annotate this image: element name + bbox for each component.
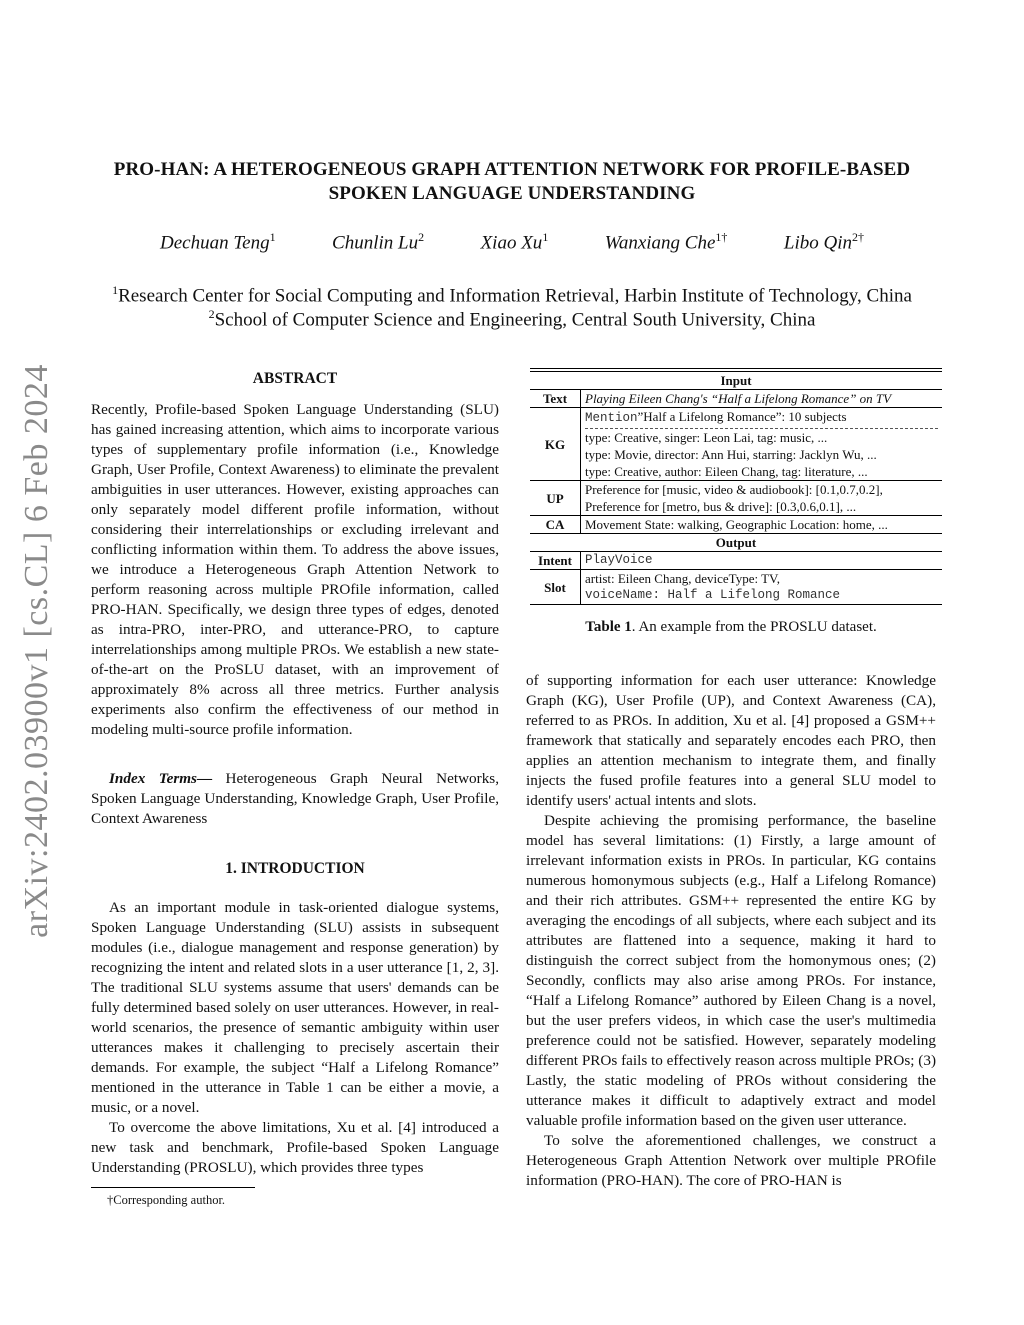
affiliation-sup: 2 — [208, 307, 215, 321]
kg-mention-row — [585, 408, 938, 429]
table-label-up: UP — [530, 481, 581, 516]
right-body — [526, 671, 936, 1191]
abstract-title: ABSTRACT — [252, 370, 338, 387]
author-name: Chunlin Lu — [332, 232, 419, 254]
abstract-heading — [91, 369, 499, 389]
author-list — [100, 230, 924, 254]
abstract-text: Recently, Profile-based Spoken Language Understanding (SLU) has gained increasing attention, which aims to incorporate various types of supplementary profile information (i.e., Knowledge Graph, User Profile, Context Awareness) to eliminate the prevalent ambiguities in user utterances. However, existing approaches can only separately model different profile information, without considering their interrelationships or excluding irrelevant and conflicting information within them. To address the above issues, we introduce a Heterogeneous Graph Attention Network to perform reasoning across multiple PROfile information, called PRO-HAN. Specifically, we design three types of edges, denoted as intra-PRO, inter-PRO, and utterance-PRO, to capture interrelationships among multiple PROs. We establish a new state-of-the-art on the ProSLU dataset, with an improvement of approximately 8% across all three metrics. Further analysis experiments also confirm the effectiveness of our method in modeling multi-source profile information. — [91, 401, 499, 738]
intro-body — [91, 898, 499, 1178]
title-line-1: PRO-HAN: A HETEROGENEOUS GRAPH ATTENTION NETWORK FOR PROFILE-BASED — [113, 159, 911, 180]
table-label-ca: CA — [530, 516, 581, 534]
affiliation-2 — [60, 302, 964, 332]
author-sup: 1† — [715, 230, 728, 244]
intro-paragraph-1: As an important module in task-oriented dialogue systems, Spoken Language Understanding (SLU) assists in subsequent modules (i.e., dialogue management and response generation) by recognizing the intent and related slots in a user utterance [1, 2, 3]. The traditional SLU systems assume that users' demands can be fully determined based solely on user utterances. However, in real-world scenarios, the presence of semantic ambiguity within user utterances makes it challenging to precisely ascertain their demands. For example, the subject “Half a Lifelong Romance” mentioned in the utterance in Table 1 can be either a movie, a music, or a novel. — [91, 899, 499, 1116]
kg-mention: Mention — [585, 411, 638, 425]
affiliation-text: School of Computer Science and Engineering, Central South University, China — [214, 309, 816, 331]
right-paragraph-2: Despite achieving the promising performance, the baseline model has several limitations: (1) Firstly, a large amount of irrelevant information exists in PROs. In particular, KG contains numerous homonymous subjects (e.g., Half a Lifelong Romance) and their rich attributes. GSM++ represented the entire KG by averaging the encodings of all subjects, where each subject and its attributes are flattened into a sequence, making it hard to distinguish the correct subject from the homonymous ones; (2) Secondly, conflicts may also arise among PROs. For instance, “Half a Lifelong Romance” authored by Eileen Chang is a novel, but the user prefers videos, in which case the user's multimedia preference could not be satisfied. However, separately modeling different PROs fails to effectively reason across multiple PROs; (3) Lastly, the static modeling of PROs without considering the utterance makes it difficult to adaptively extract and model valuable profile information based on the given user utterance. — [526, 812, 936, 1129]
index-terms-text: Heterogeneous Graph Neural Networks, Spoken Language Understanding, Knowledge Graph, User Profile, Context Awareness — [91, 770, 499, 827]
arxiv-stamp: arXiv:2402.03900v1 [cs.CL] 6 Feb 2024 — [18, 364, 55, 938]
author-name: Wanxiang Che — [604, 232, 716, 254]
table-label-text: Text — [530, 390, 581, 408]
kg-row: type: Creative, singer: Leon Lai, tag: music, ... — [585, 430, 828, 445]
intro-title: 1. INTRODUCTION — [225, 860, 365, 877]
table-input-header: Input — [720, 373, 752, 388]
table-up-cell — [581, 481, 943, 516]
footnote-rule — [91, 1187, 255, 1188]
right-paragraph-1: of supporting information for each user utterance: Knowledge Graph (KG), User Profile (UP), and Context Awareness (CA), referred to as PROs. In addition, Xu et al. [4] proposed a GSM++ framework that statically and separately encodes each PRO, then applies an attention mechanism to integrate them, and finally injects the fused profile features into a general SLU model to identify users' actual intents and slots. — [526, 672, 936, 809]
up-row: Preference for [metro, bus & drive]: [0.3,0.6,0.1], ... — [585, 499, 857, 514]
table-caption-label: Table 1 — [585, 619, 632, 635]
title-line-2: SPOKEN LANGUAGE UNDERSTANDING — [328, 183, 696, 204]
author-sup: 2† — [851, 230, 864, 244]
table-text-value: Playing Eileen Chang's “Half a Lifelong Romance” on TV — [585, 391, 892, 406]
index-terms — [91, 769, 499, 829]
kg-row: type: Creative, author: Eileen Chang, tag: literature, ... — [585, 464, 868, 479]
author-sup: 2 — [418, 230, 425, 244]
author — [160, 230, 276, 254]
example-table-wrap — [530, 368, 942, 605]
kg-row: type: Movie, director: Ann Hui, starring: Jacklyn Wu, ... — [585, 447, 877, 462]
intro-paragraph-2: To overcome the above limitations, Xu et al. [4] introduced a new task and benchmark, Profile-based Spoken Language Understanding (PROSLU), which provides three types — [91, 1119, 499, 1176]
footnote: †Corresponding author. — [107, 1193, 226, 1207]
table-slot-cell — [581, 570, 943, 605]
table-output-header: Output — [715, 535, 757, 550]
author-sup: 1 — [542, 230, 549, 244]
table-ca-value: Movement State: walking, Geographic Location: home, ... — [585, 517, 888, 532]
table-intent-value: PlayVoice — [585, 553, 653, 567]
index-terms-label: Index Terms— — [109, 770, 213, 787]
abstract-body — [91, 400, 499, 740]
author — [481, 230, 549, 254]
affiliation-text: Research Center for Social Computing and Information Retrieval, Harbin Institute of Technology, China — [118, 285, 912, 307]
right-paragraph-3: To solve the aforementioned challenges, we construct a Heterogeneous Graph Attention Network over multiple PROfile information (PRO-HAN). The core of PRO-HAN is — [526, 1132, 936, 1189]
slot-row: artist: Eileen Chang, deviceType: TV, — [585, 571, 781, 586]
example-table — [530, 371, 942, 605]
table-label-slot: Slot — [530, 570, 581, 605]
author-name: Libo Qin — [783, 232, 852, 254]
table-label-intent: Intent — [530, 552, 581, 570]
author — [605, 230, 728, 254]
table-caption — [526, 619, 936, 636]
author-sup: 1 — [269, 230, 276, 244]
author-name: Dechuan Teng — [160, 232, 270, 254]
author — [332, 230, 424, 254]
affiliation-sup: 1 — [112, 283, 119, 297]
intro-heading — [91, 859, 499, 879]
author-name: Xiao Xu — [480, 232, 543, 254]
slot-row: voiceName: Half a Lifelong Romance — [585, 588, 841, 602]
kg-mention-rest: ”Half a Lifelong Romance”: 10 subjects — [637, 409, 847, 424]
table-label-kg: KG — [530, 408, 581, 481]
author — [784, 230, 864, 254]
table-kg-cell — [581, 408, 943, 481]
up-row: Preference for [music, video & audiobook]: [0.1,0.7,0.2], — [585, 482, 883, 497]
table-caption-text: . An example from the PROSLU dataset. — [631, 619, 877, 635]
paper-title — [60, 158, 964, 206]
